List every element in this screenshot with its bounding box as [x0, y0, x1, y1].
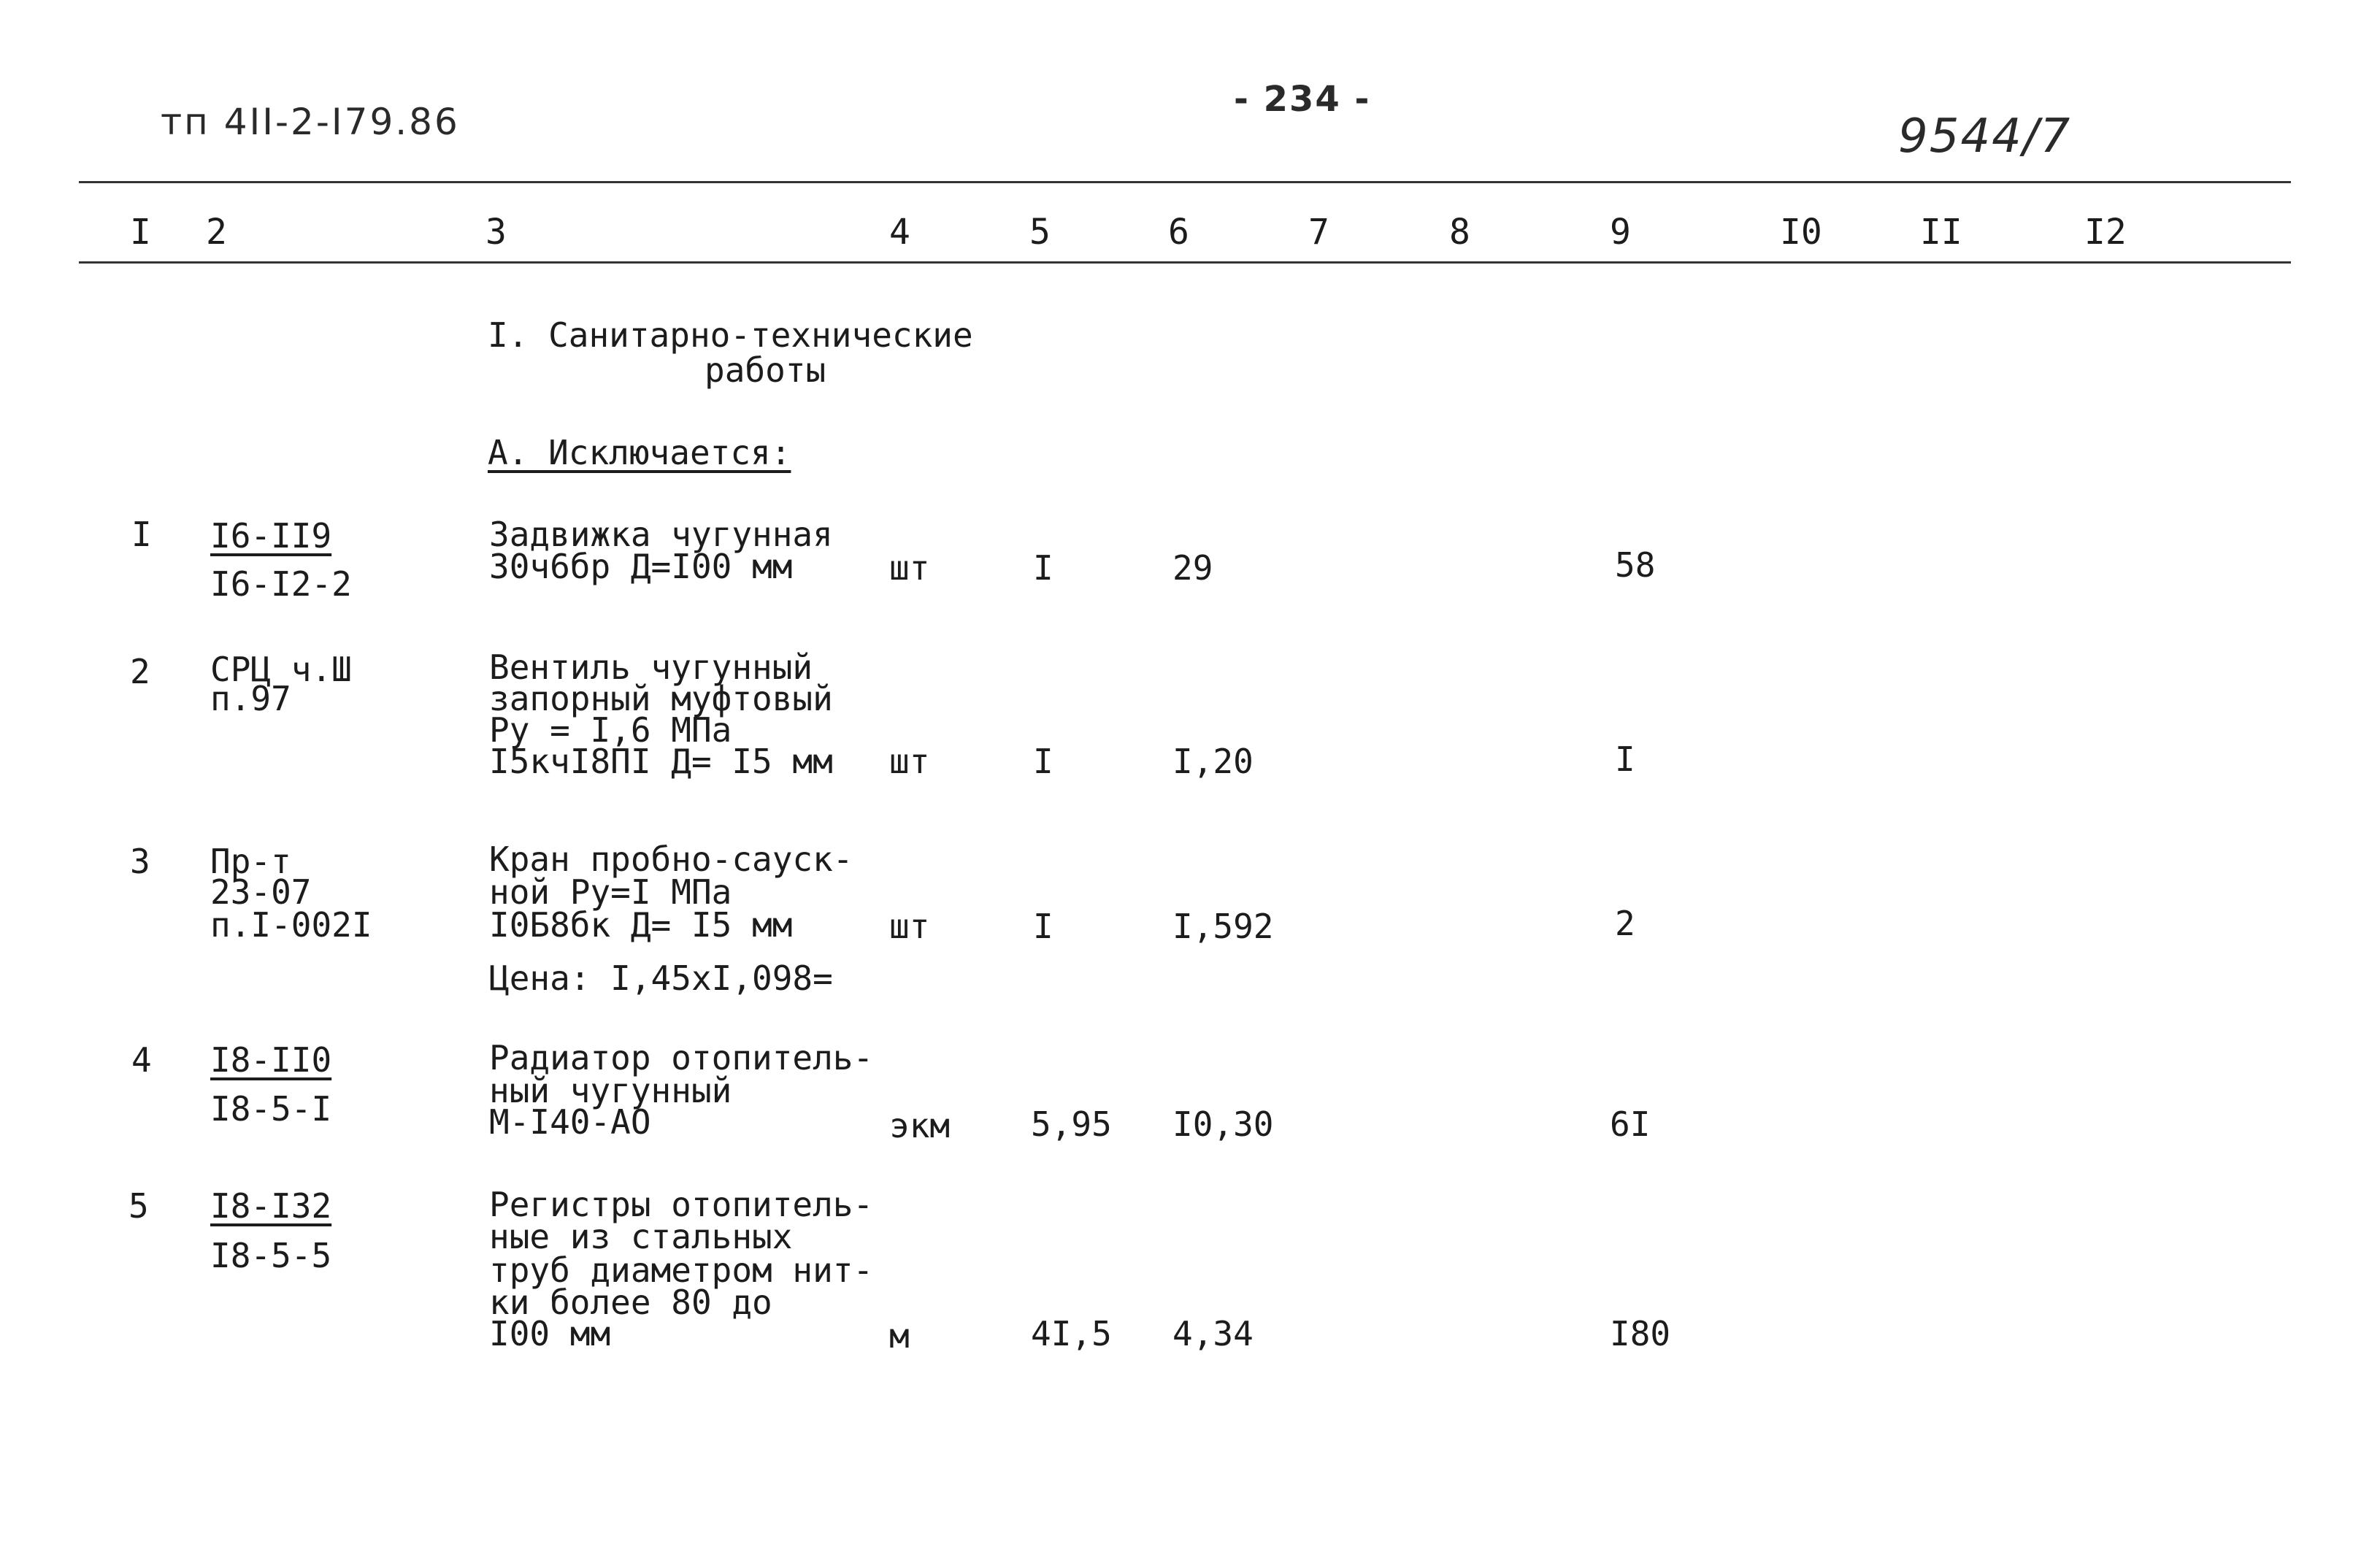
quantity-cell: 4I,5 [1031, 1314, 1112, 1353]
norm-code: СРЦ ч.Ш [210, 650, 352, 689]
norm-code: Пр-т [210, 842, 291, 881]
item-description: I0Б8бк Д= I5 мм [489, 905, 793, 945]
item-description: I5кчI8ПI Д= I5 мм [489, 742, 833, 781]
column-number: II [1920, 212, 1962, 253]
quantity-cell: 5,95 [1031, 1104, 1112, 1144]
norm-code: I8-II0 [210, 1040, 332, 1080]
unit-cell: шт [889, 907, 930, 946]
header-rule-top [79, 181, 2291, 183]
item-description: Задвижка чугунная [489, 515, 833, 554]
column-number: 2 [206, 212, 227, 253]
column-number: 5 [1029, 212, 1051, 253]
column-number: 9 [1610, 212, 1631, 253]
row-number: 5 [128, 1186, 149, 1226]
item-description: Радиатор отопитель- [489, 1038, 874, 1077]
total-cell: 58 [1615, 545, 1656, 585]
item-description: ки более 80 до [489, 1283, 772, 1322]
norm-code-secondary: п.97 [210, 679, 291, 718]
item-description: труб диаметром нит- [489, 1250, 874, 1290]
unit-cell: м [889, 1316, 910, 1356]
unit-price-cell: I,20 [1172, 742, 1254, 781]
quantity-cell: I [1033, 742, 1053, 781]
item-description: Вентиль чугунный [489, 648, 813, 687]
section-title: I. Санитарно-технические [488, 315, 973, 355]
item-description: ной Ру=I МПа [489, 872, 732, 912]
section-title-continued: работы [705, 350, 826, 390]
page-number: - 234 - [1234, 79, 1371, 120]
norm-code-tertiary: п.I-002I [210, 905, 372, 945]
row-number: 3 [130, 842, 150, 881]
column-number: 8 [1449, 212, 1470, 253]
column-number: I2 [2084, 212, 2127, 253]
unit-price-cell: I0,30 [1172, 1104, 1274, 1144]
column-number: 3 [485, 212, 507, 253]
sheet-reference: 9544/7 [1898, 109, 2072, 164]
quantity-cell: I [1033, 907, 1053, 946]
item-description: Кран пробно-сауск- [489, 839, 853, 879]
norm-code-secondary: I6-I2-2 [210, 564, 352, 604]
column-number: 7 [1308, 212, 1329, 253]
unit-price-cell: I,592 [1172, 907, 1274, 946]
item-description: запорный муфтовый [489, 679, 833, 718]
total-cell: I80 [1610, 1314, 1671, 1353]
total-cell: 6I [1610, 1104, 1651, 1144]
norm-code-secondary: I8-5-I [210, 1089, 332, 1129]
norm-code-secondary: I8-5-5 [210, 1236, 332, 1275]
norm-code: I6-II9 [210, 516, 332, 556]
column-number: I0 [1780, 212, 1822, 253]
column-number: I [130, 212, 151, 253]
column-number: 6 [1168, 212, 1189, 253]
unit-price-cell: 4,34 [1172, 1314, 1254, 1353]
row-number: I [131, 515, 152, 554]
unit-cell: шт [889, 548, 930, 588]
item-description: 30ч6бр Д=I00 мм [489, 547, 793, 586]
item-description: ный чугунный [489, 1071, 732, 1110]
item-description: ные из стальных [489, 1217, 793, 1256]
unit-cell: экм [889, 1106, 951, 1145]
quantity-cell: I [1033, 548, 1053, 588]
unit-cell: шт [889, 742, 930, 781]
price-calculation-note: Цена: I,45хI,098= [489, 958, 833, 998]
section-subtitle: А. Исключается: [488, 433, 791, 472]
row-number: 2 [130, 652, 150, 691]
item-description: Ру = I,6 МПа [489, 710, 732, 750]
unit-price-cell: 29 [1172, 548, 1213, 588]
header-rule-bottom [79, 261, 2291, 264]
document-code: тп 4II-2-I79.86 [161, 101, 460, 143]
item-description: Регистры отопитель- [489, 1185, 874, 1224]
item-description: I00 мм [489, 1314, 611, 1353]
norm-code: I8-I32 [210, 1186, 332, 1226]
norm-code-secondary: 23-07 [210, 872, 312, 912]
column-number: 4 [889, 212, 910, 253]
item-description: М-I40-АО [489, 1102, 651, 1142]
total-cell: I [1615, 739, 1635, 779]
total-cell: 2 [1615, 904, 1635, 943]
row-number: 4 [131, 1040, 152, 1080]
